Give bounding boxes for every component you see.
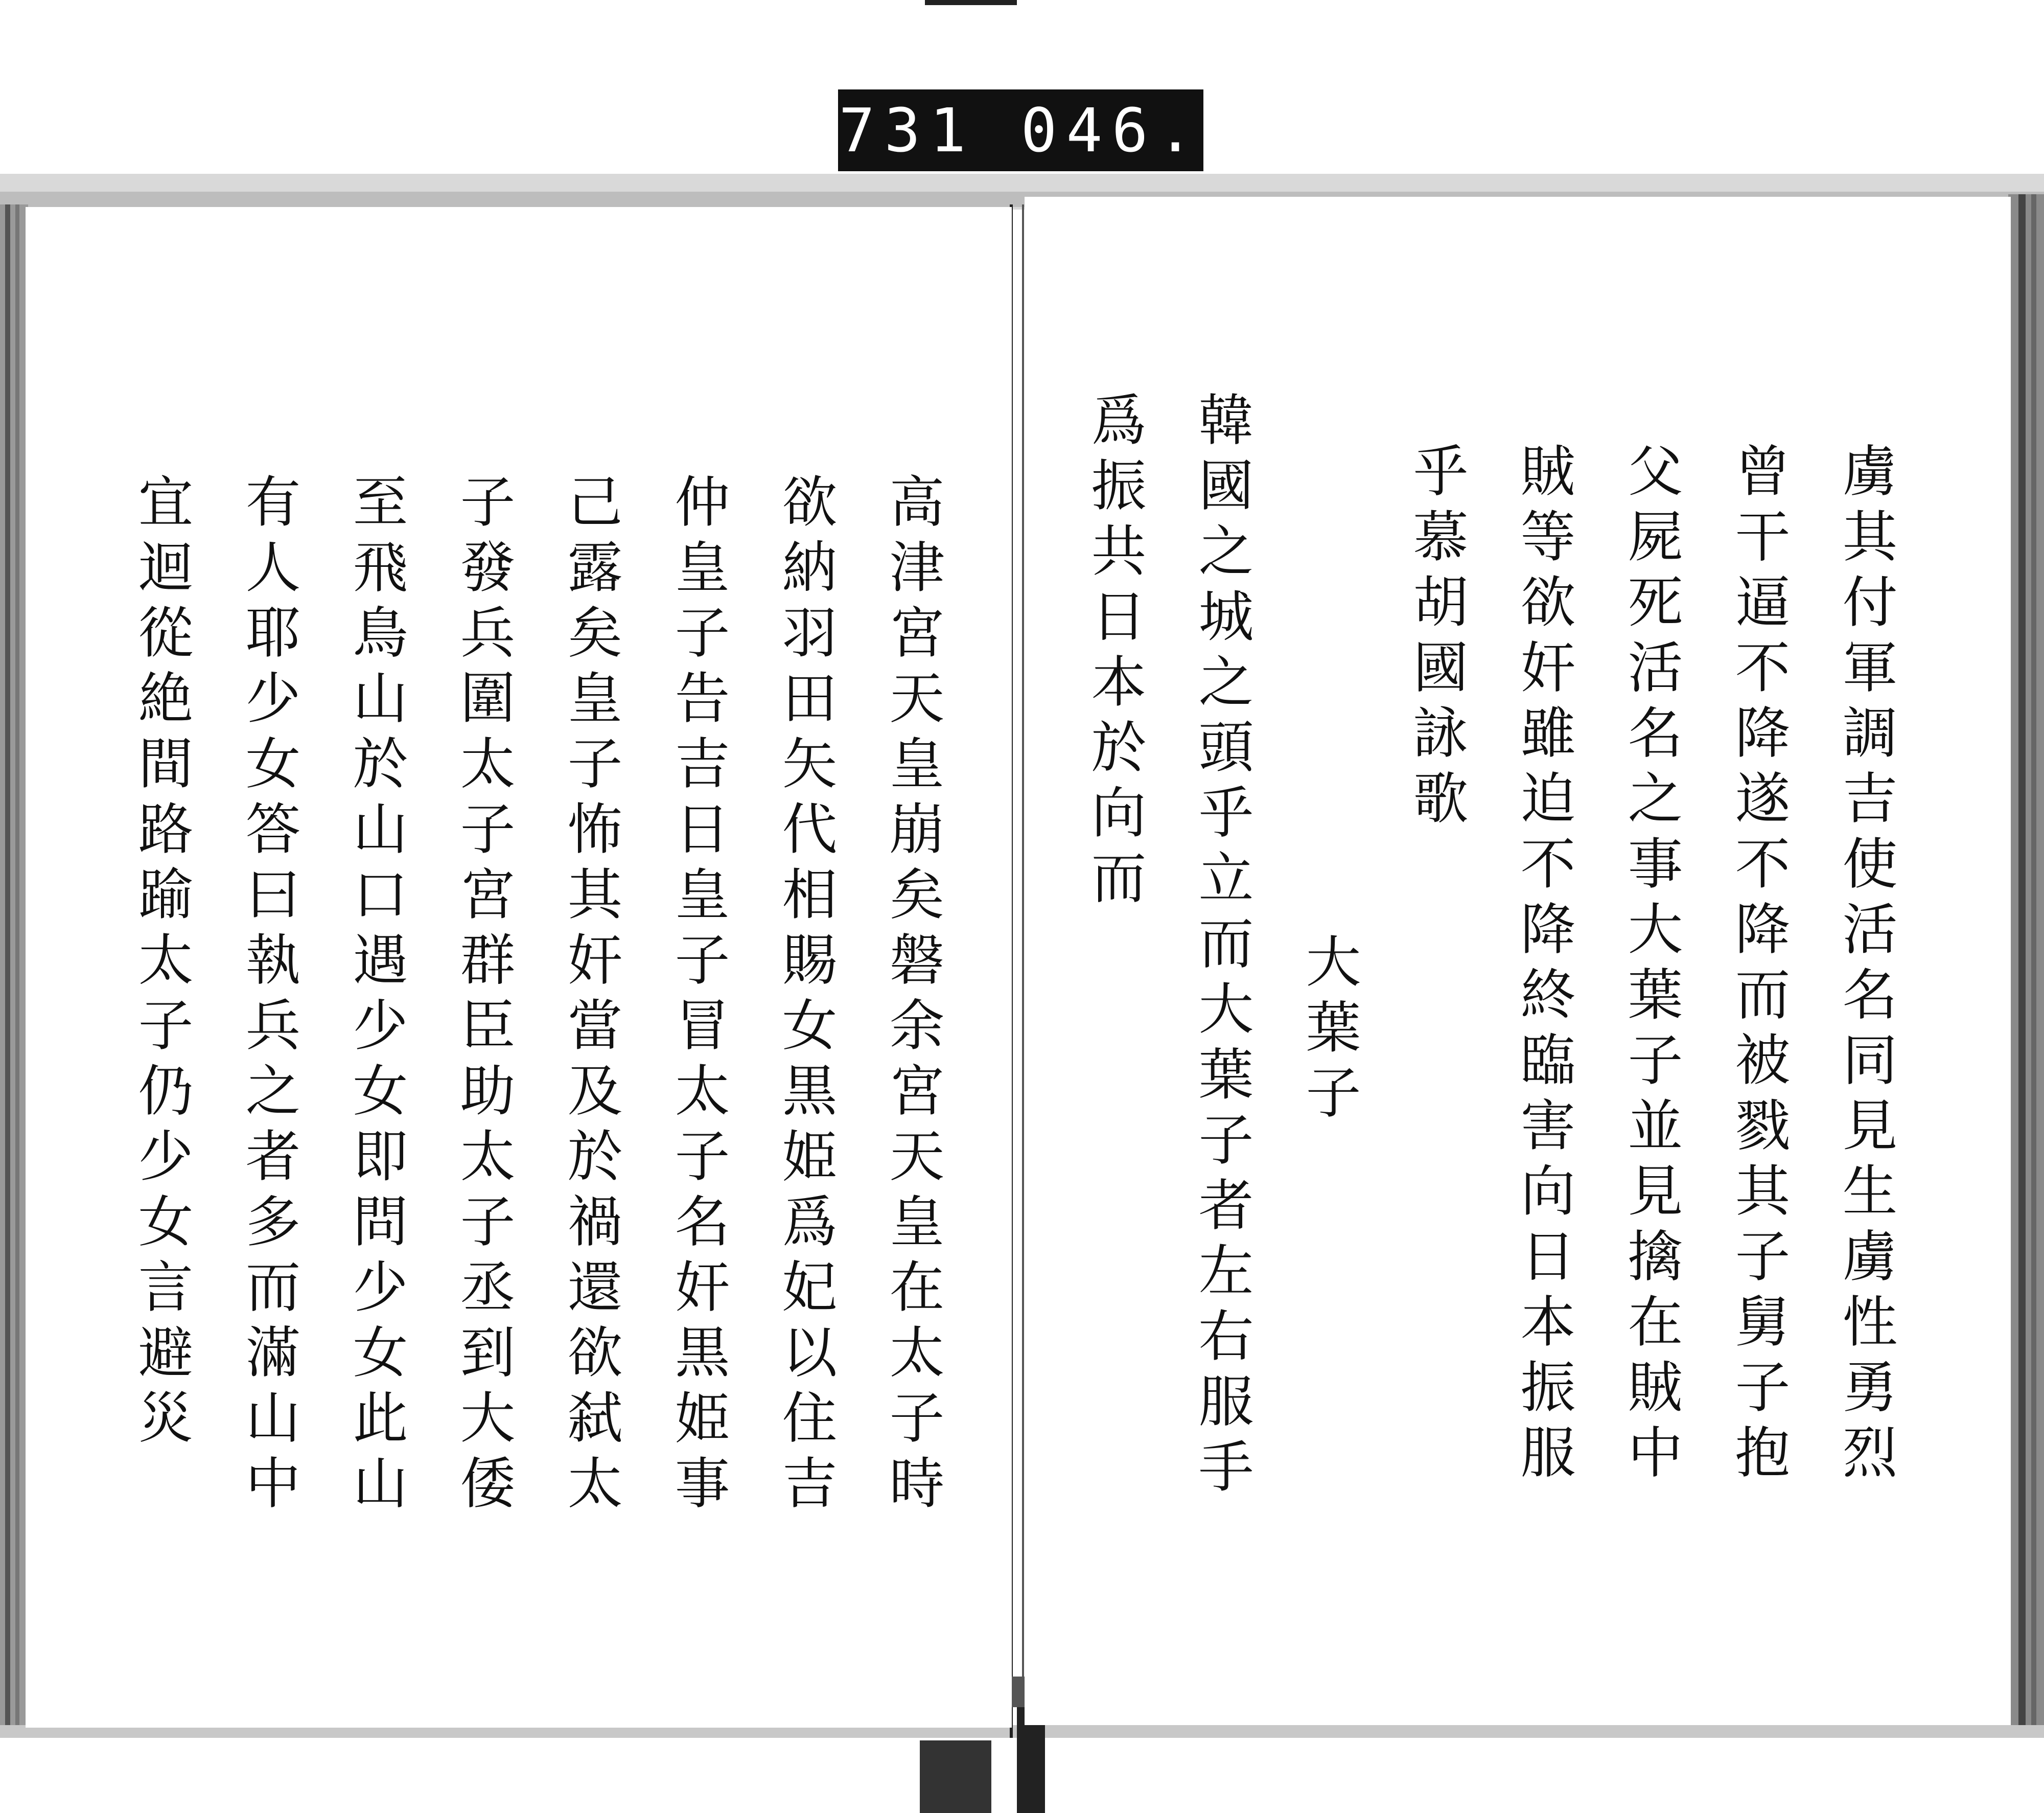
left-column-3: 仲皇子告吉日皇子冒太子名奸黒姫事 xyxy=(665,473,729,1520)
left-column-7: 有人耶少女答曰執兵之者多而滿山中 xyxy=(236,473,300,1520)
right-column-5: 乎慕胡國詠歌 xyxy=(1404,442,1468,835)
right-column-7: 爲振共日本於向而 xyxy=(1082,391,1146,914)
right-column-1: 虜其付軍調吉使活名同見生虜性勇烈 xyxy=(1833,442,1897,1489)
left-column-6: 至飛鳥山於山口遇少女即問少女此山 xyxy=(343,473,407,1520)
right-column-2: 曾干逼不降遂不降而被戮其子舅子抱 xyxy=(1726,442,1790,1489)
left-column-8: 宜迴從絶間路踰太子仍少女言避災 xyxy=(129,473,193,1454)
left-column-1: 高津宮天皇崩矣磐余宮天皇在太子時 xyxy=(880,473,944,1520)
right-page xyxy=(1025,197,2011,1725)
right-column-6: 韓國之城之頭乎立而大葉子者左右服手 xyxy=(1189,391,1253,1503)
left-page xyxy=(26,207,1012,1728)
right-column-3: 父屍死活名之事大葉子並見擒在賊中 xyxy=(1618,442,1682,1489)
reference-number-label: 731 046. xyxy=(838,89,1203,171)
left-column-5: 子發兵圍太子宮群臣助太子丞到大倭 xyxy=(451,473,515,1520)
right-column-4: 賊等欲奸雖迫不降終臨害向日本振服 xyxy=(1511,442,1575,1489)
section-heading: 大葉子 xyxy=(1296,933,1360,1129)
left-column-2: 欲納羽田矢代相賜女黒姫爲妃以住吉 xyxy=(773,473,837,1520)
left-column-4: 己露矣皇子怖其奸當及於禍還欲弑太 xyxy=(558,473,622,1520)
